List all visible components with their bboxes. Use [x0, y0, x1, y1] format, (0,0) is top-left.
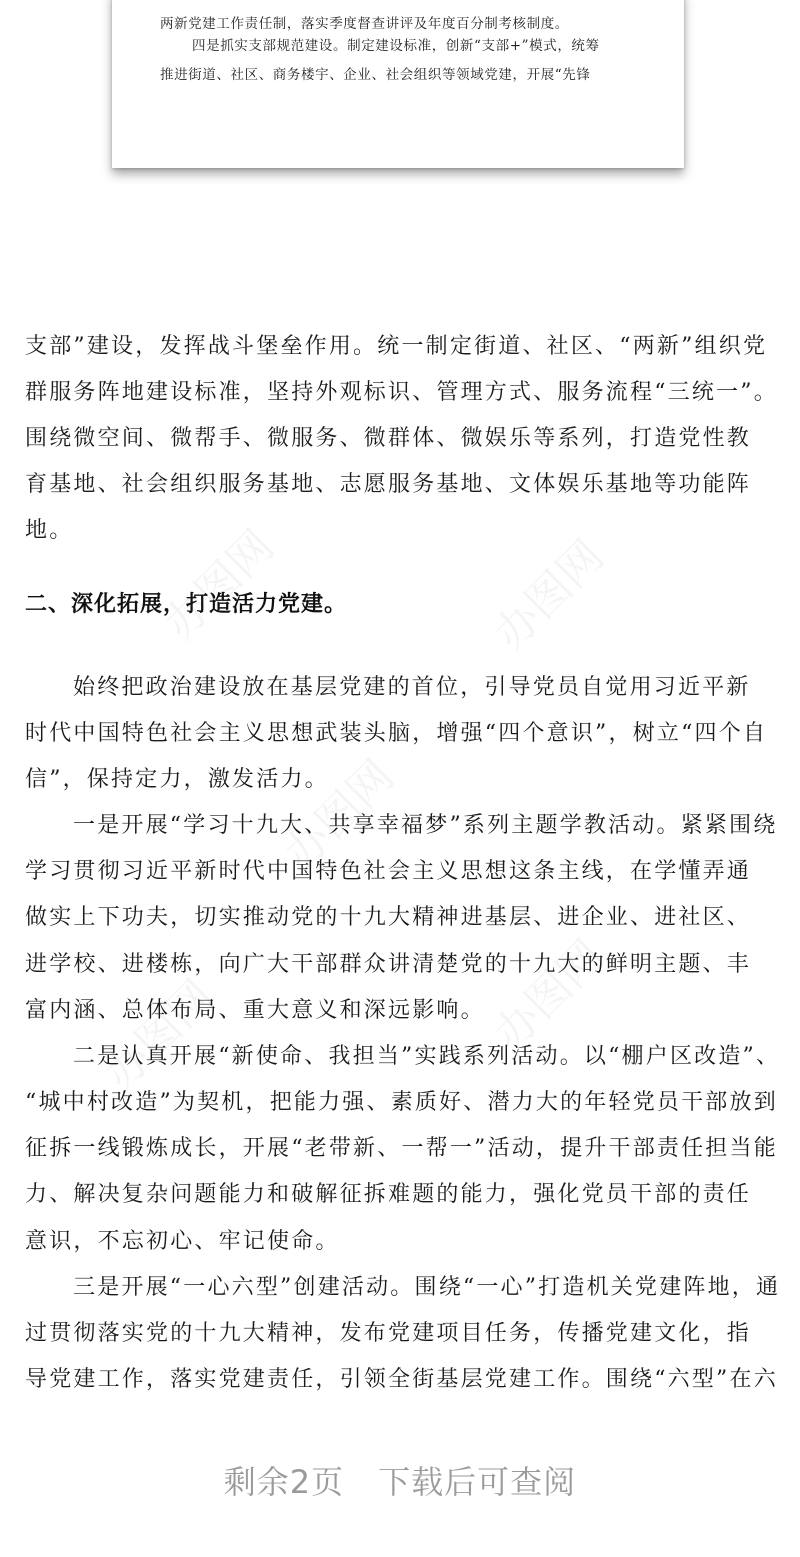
- body-line: 导党建工作，落实党建责任，引领全街基层党建工作。围绕“六型”在六: [25, 1367, 778, 1392]
- body-line: 一是开展“学习十九大、共享幸福梦”系列主题学教活动。紧紧围绕: [73, 813, 778, 838]
- download-to-view-label: 下载后可查阅: [378, 1463, 577, 1501]
- watermark: [477, 923, 616, 1062]
- body-line: 信”，保持定力，激发活力。: [25, 767, 329, 792]
- body-line: 二是认真开展“新使命、我担当”实践系列活动。以“棚户区改造”、: [73, 1044, 781, 1069]
- watermark: [477, 523, 616, 662]
- watermark: [147, 513, 286, 652]
- body-line: 做实上下功夫，切实推动党的十九大精神进基层、进企业、进社区、: [25, 905, 752, 930]
- watermark: [87, 963, 226, 1102]
- section-heading: 二、深化拓展，打造活力党建。: [25, 592, 348, 617]
- preview-line: 两新党建工作责任制，落实季度督查讲评及年度百分制考核制度。: [160, 16, 569, 32]
- previous-page-preview: [112, 0, 684, 168]
- preview-line: 四是抓实支部规范建设。制定建设标准，创新“支部+”模式，统筹: [192, 38, 600, 54]
- body-line: 力、解决复杂问题能力和破解征拆难题的能力，强化党员干部的责任: [25, 1182, 752, 1207]
- body-line: 富内涵、总体布局、重大意义和深远影响。: [25, 998, 485, 1023]
- body-line: 过贯彻落实党的十九大精神，发布党建项目任务，传播党建文化，指: [25, 1321, 752, 1346]
- body-line: 征拆一线锻炼成长，开展“老带新、一帮一”活动，提升干部责任担当能: [25, 1136, 778, 1161]
- remaining-pages-label: 剩余2页: [223, 1463, 345, 1501]
- body-line: 三是开展“一心六型”创建活动。围绕“一心”打造机关党建阵地，通: [73, 1275, 781, 1300]
- body-line: 进学校、进楼栋，向广大干部群众讲清楚党的十九大的鲜明主题、丰: [25, 952, 752, 977]
- body-line: 学习贯彻习近平新时代中国特色社会主义思想这条主线，在学懂弄通: [25, 859, 752, 884]
- body-line: 时代中国特色社会主义思想武装头脑，增强“四个意识”，树立“四个自: [25, 721, 768, 746]
- body-line: 始终把政治建设放在基层党建的首位，引导党员自觉用习近平新: [73, 675, 751, 700]
- download-prompt[interactable]: [0, 1452, 800, 1512]
- body-line: 群服务阵地建设标准，坚持外观标识、管理方式、服务流程“三统一”。: [25, 380, 778, 405]
- body-line: 支部”建设，发挥战斗堡垒作用。统一制定街道、社区、“两新”组织党: [25, 334, 768, 359]
- body-line: 围绕微空间、微帮手、微服务、微群体、微娱乐等系列，打造党性教: [25, 426, 752, 451]
- body-line: 意识，不忘初心、牢记使命。: [25, 1229, 340, 1254]
- body-line: “城中村改造”为契机，把能力强、素质好、潜力大的年轻党员干部放到: [25, 1090, 778, 1115]
- body-line: 育基地、社会组织服务基地、志愿服务基地、文体娱乐基地等功能阵: [25, 472, 752, 497]
- body-line: 地。: [25, 518, 74, 543]
- preview-line: 推进街道、社区、商务楼宇、企业、社会组织等领域党建，开展“先锋: [160, 67, 591, 83]
